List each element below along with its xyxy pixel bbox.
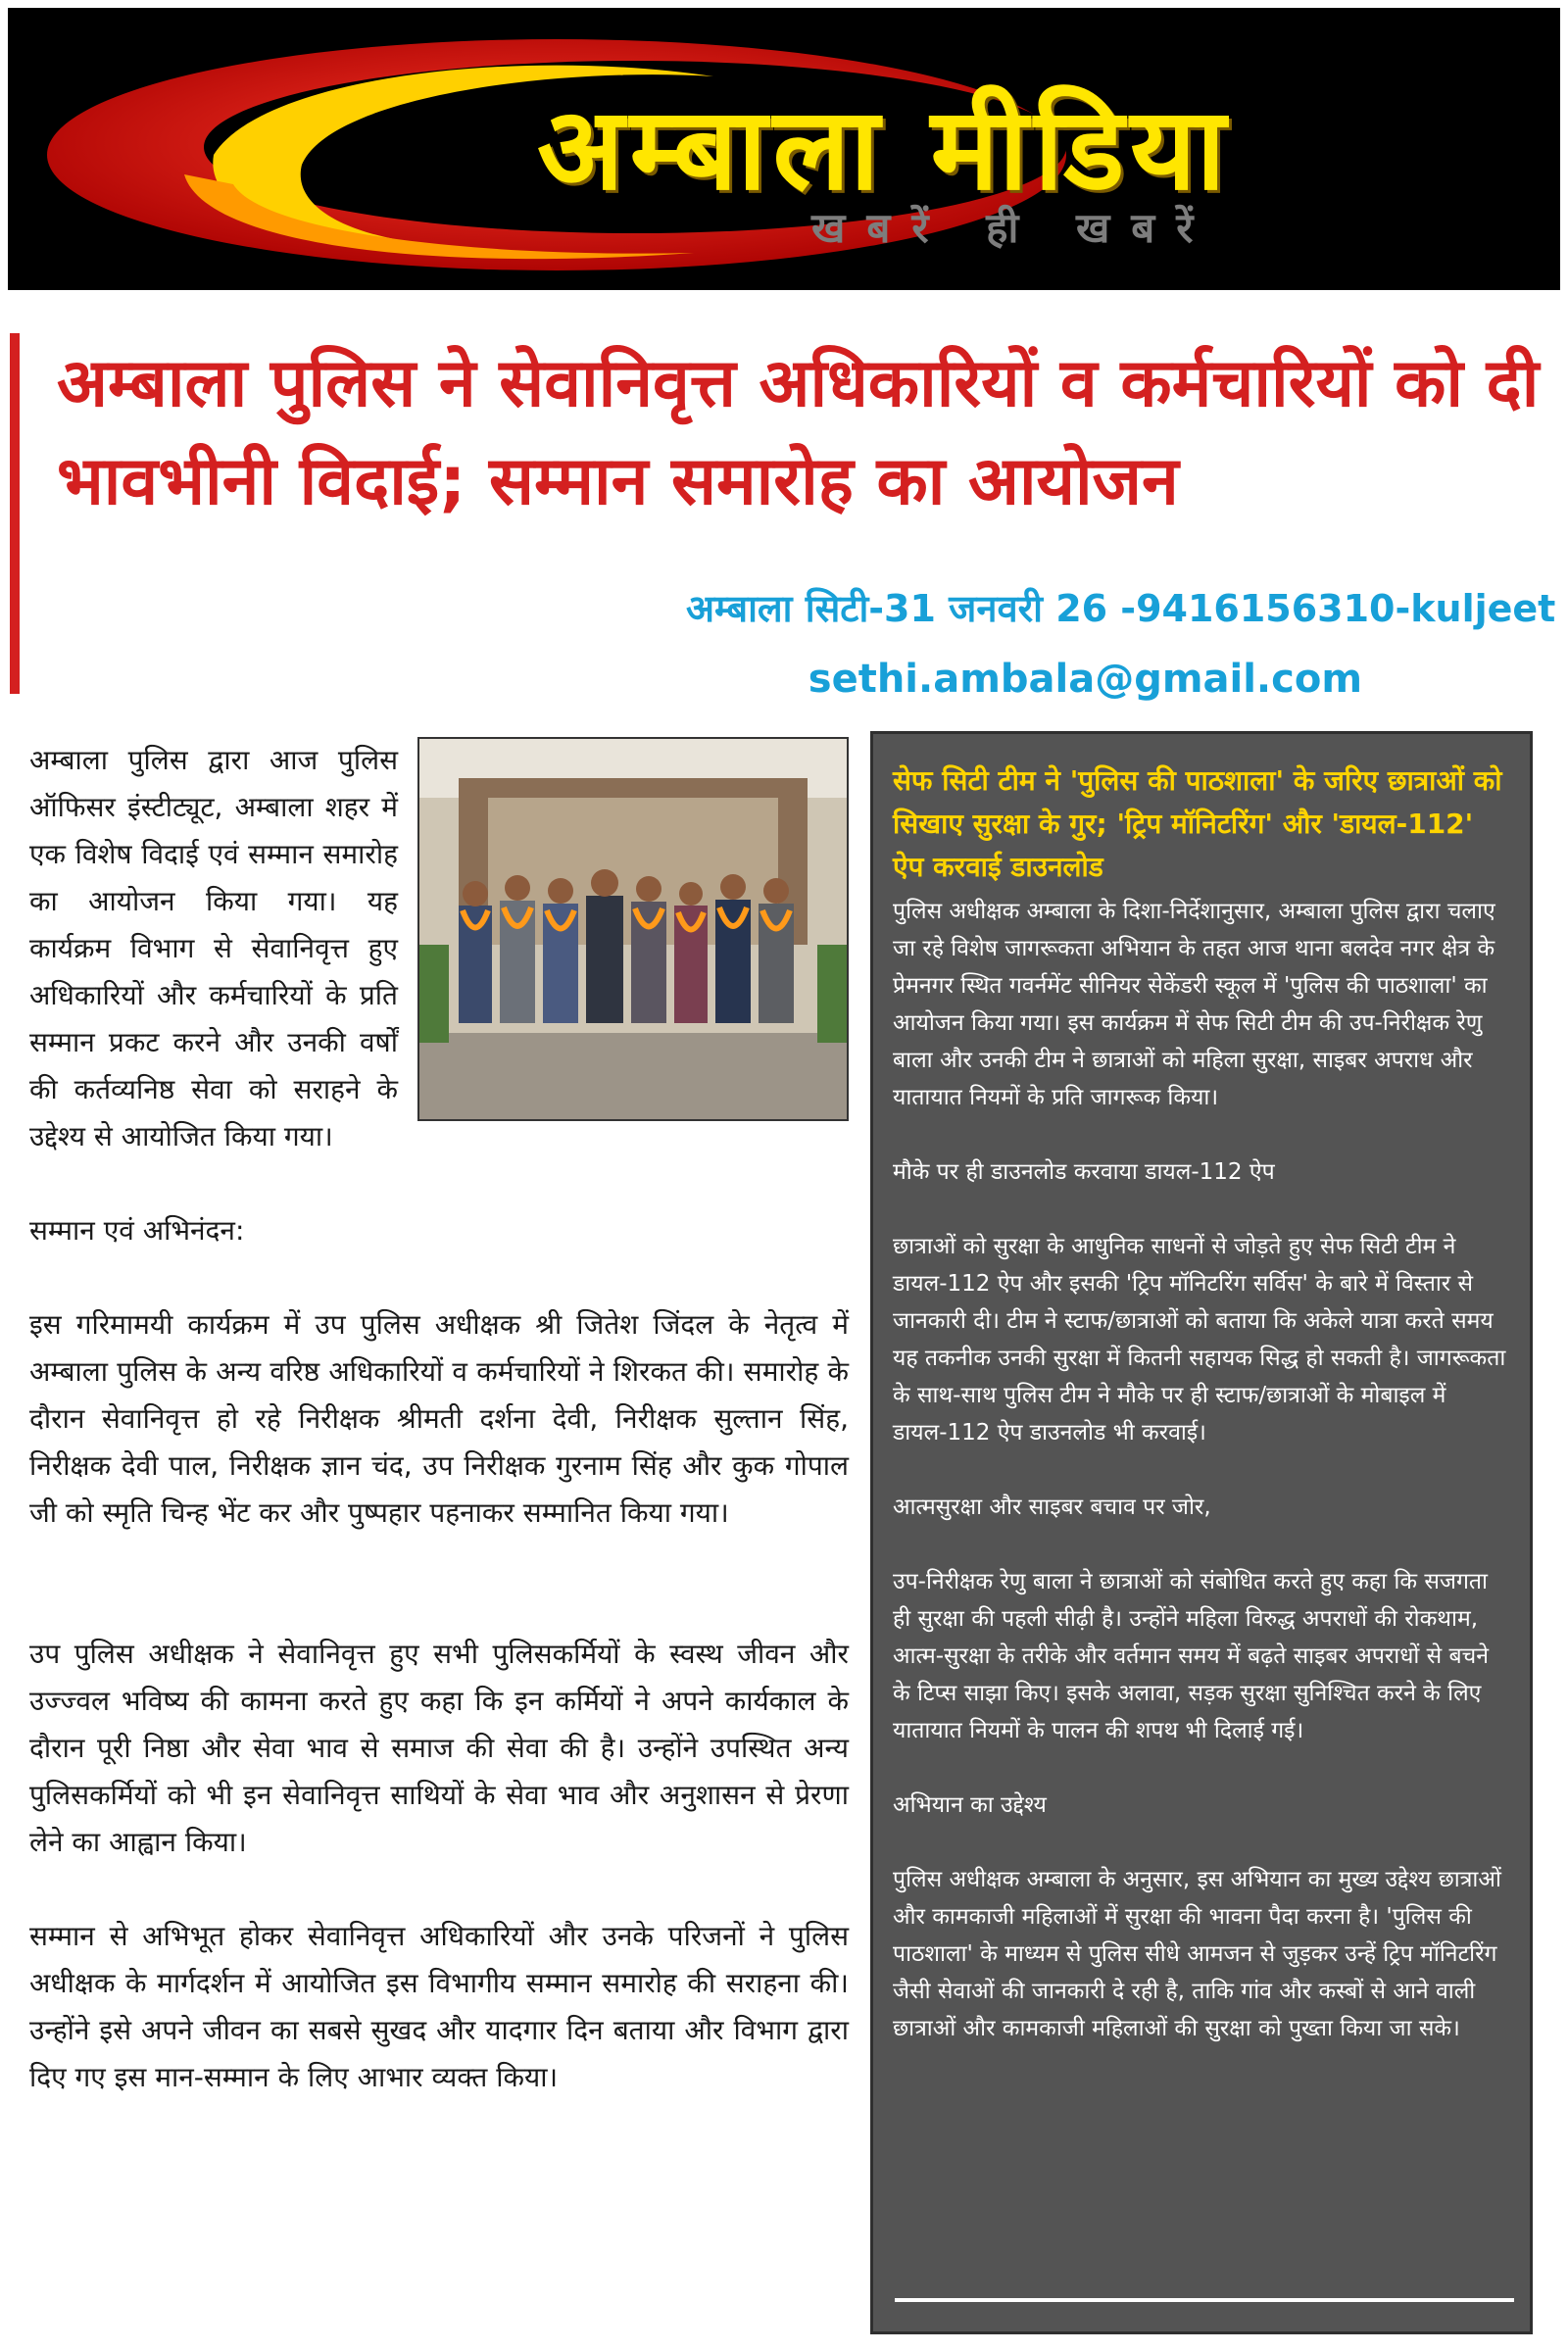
article-paragraph: अम्बाला पुलिस द्वारा आज पुलिस ऑफिसर इंस्टीट्यूट, अम्बाला शहर में एक विशेष विदाई एवं सम्मान समारोह का आयोजन किया गया। यह कार्यक्रम विभाग से सेवानिवृत्त हुए अधिकारियों और कर्मचारियों के प्रति सम्मान प्रकट करने और उनकी वर्षों की कर्तव्यनिष्ठ सेवा को सराहने के उद्देश्य से आयोजित किया गया। bbox=[29, 744, 398, 1152]
masthead-tagline: खबरें ही खबरें bbox=[811, 204, 1215, 252]
article-paragraph: इस गरिमामयी कार्यक्रम में उप पुलिस अधीक्षक श्री जितेश जिंदल के नेतृत्व में अम्बाला पुलिस के अन्य वरिष्ठ अधिकारियों व कर्मचारियों ने शिरकत की। समारोह के दौरान सेवानिवृत्त हो रहे निरीक्षक श्रीमती दर्शना देवी, निरीक्षक सुल्तान सिंह, निरीक्षक देवी पाल, निरीक्षक ज्ञान चंद, उप निरीक्षक गुरनाम सिंह और कुक गोपाल जी को स्मृति चिन्ह भेंट कर और पुष्पहार पहनाकर सम्मानित किया गया। bbox=[29, 1308, 849, 1529]
dateline: अम्बाला सिटी-31 जनवरी 26 -9416156310-kuljeet bbox=[686, 587, 1556, 630]
headline-accent-bar bbox=[10, 333, 20, 694]
reporter-email: sethi.ambala@gmail.com bbox=[808, 657, 1362, 702]
article-paragraph: सम्मान से अभिभूत होकर सेवानिवृत्त अधिकारियों और उनके परिजनों ने पुलिस अधीक्षक के मार्गदर्शन में आयोजित इस विभागीय सम्मान समारोह की सराहना की। उन्होंने इसे अपने जीवन का सबसे सुखद और यादगार दिन बताया और विभाग द्वारा दिए गए इस मान-सम्मान के लिए आभार व्यक्त किया। bbox=[29, 1920, 849, 2093]
sidebar-headline: सेफ सिटी टीम ने 'पुलिस की पाठशाला' के जरिए छात्राओं को सिखाए सुरक्षा के गुर; 'ट्रिप मॉनिटरिंग' और 'डायल-112' ऐप करवाई डाउनलोड bbox=[893, 764, 1502, 883]
sidebar-subheading: मौके पर ही डाउनलोड करवाया डायल-112 ऐप bbox=[893, 1159, 1275, 1185]
masthead bbox=[8, 8, 1560, 290]
sidebar-paragraph: पुलिस अधीक्षक अम्बाला के अनुसार, इस अभियान का मुख्य उद्देश्य छात्राओं और कामकाजी महिलाओं में सुरक्षा की भावना पैदा करना है। 'पुलिस की पाठशाला' के माध्यम से पुलिस सीधे आमजन से जुड़कर उन्हें ट्रिप मॉनिटरिंग जैसी सेवाओं की जानकारी दे रही है, ताकि गांव और कस्बों से आने वाली छात्राओं और कामकाजी महिलाओं की सुरक्षा को पुख्ता किया जा सके। bbox=[893, 1867, 1501, 2041]
sidebar-paragraph: उप-निरीक्षक रेणु बाला ने छात्राओं को संबोधित करते हुए कहा कि सजगता ही सुरक्षा की पहली सीढ़ी है। उन्होंने महिला विरुद्ध अपराधों की रोकथाम, आत्म-सुरक्षा के तरीके और वर्तमान समय में बढ़ते साइबर अपराधों से बचने के टिप्स साझा किए। इसके अलावा, सड़क सुरक्षा सुनिश्चित करने के लिए यातायात नियमों के पालन की शपथ भी दिलाई गई। bbox=[893, 1569, 1490, 1743]
sidebar-story bbox=[870, 731, 1533, 2334]
sidebar-paragraph: पुलिस अधीक्षक अम्बाला के दिशा-निर्देशानुसार, अम्बाला पुलिस द्वारा चलाए जा रहे विशेष जागरूकता अभियान के तहत आज थाना बलदेव नगर क्षेत्र के प्रेमनगर स्थित गवर्नमेंट सीनियर सेकेंडरी स्कूल में 'पुलिस की पाठशाला' का आयोजन किया गया। इस कार्यक्रम में सेफ सिटी टीम की उप-निरीक्षक रेणु बाला और उनकी टीम ने छात्राओं को महिला सुरक्षा, साइबर अपराध और यातायात नियमों के प्रति जागरूक किया। bbox=[893, 899, 1495, 1110]
masthead-title: अम्बाला मीडिया bbox=[537, 83, 1232, 216]
article-paragraph: उप पुलिस अधीक्षक ने सेवानिवृत्त हुए सभी पुलिसकर्मियों के स्वस्थ जीवन और उज्ज्वल भविष्य की कामना करते हुए कहा कि इन कर्मियों ने अपने कार्यकाल के दौरान पूरी निष्ठा और सेवा भाव से समाज की सेवा की है। उन्होंने उपस्थित अन्य पुलिसकर्मियों को भी इन सेवानिवृत्त साथियों के सेवा भाव और अनुशासन से प्रेरणा लेने का आह्वान किया। bbox=[29, 1638, 849, 1858]
sidebar-subheading: अभियान का उद्देश्य bbox=[893, 1792, 1047, 1818]
sidebar-subheading: आत्मसुरक्षा और साइबर बचाव पर जोर, bbox=[893, 1494, 1211, 1520]
article-subheading: सम्मान एवं अभिनंदन: bbox=[29, 1214, 245, 1247]
group-photo-illustration bbox=[419, 739, 847, 1119]
sidebar-divider bbox=[895, 2298, 1514, 2302]
group-photo bbox=[417, 737, 849, 1121]
article-headline: अम्बाला पुलिस ने सेवानिवृत्त अधिकारियों व कर्मचारियों को दी भावभीनी विदाई; सम्मान समारोह का आयोजन bbox=[57, 345, 1540, 520]
main-article bbox=[29, 737, 849, 2344]
sidebar-paragraph: छात्राओं को सुरक्षा के आधुनिक साधनों से जोड़ते हुए सेफ सिटी टीम ने डायल-112 ऐप और इसकी 'ट्रिप मॉनिटरिंग सर्विस' के बारे में विस्तार से जानकारी दी। टीम ने स्टाफ/छात्राओं को बताया कि अकेले यात्रा करते समय यह तकनीक उनकी सुरक्षा में कितनी सहायक सिद्ध हो सकती है। जागरूकता के साथ-साथ पुलिस टीम ने मौके पर ही स्टाफ/छात्राओं के मोबाइल में डायल-112 ऐप डाउनलोड भी करवाई। bbox=[893, 1234, 1506, 1446]
